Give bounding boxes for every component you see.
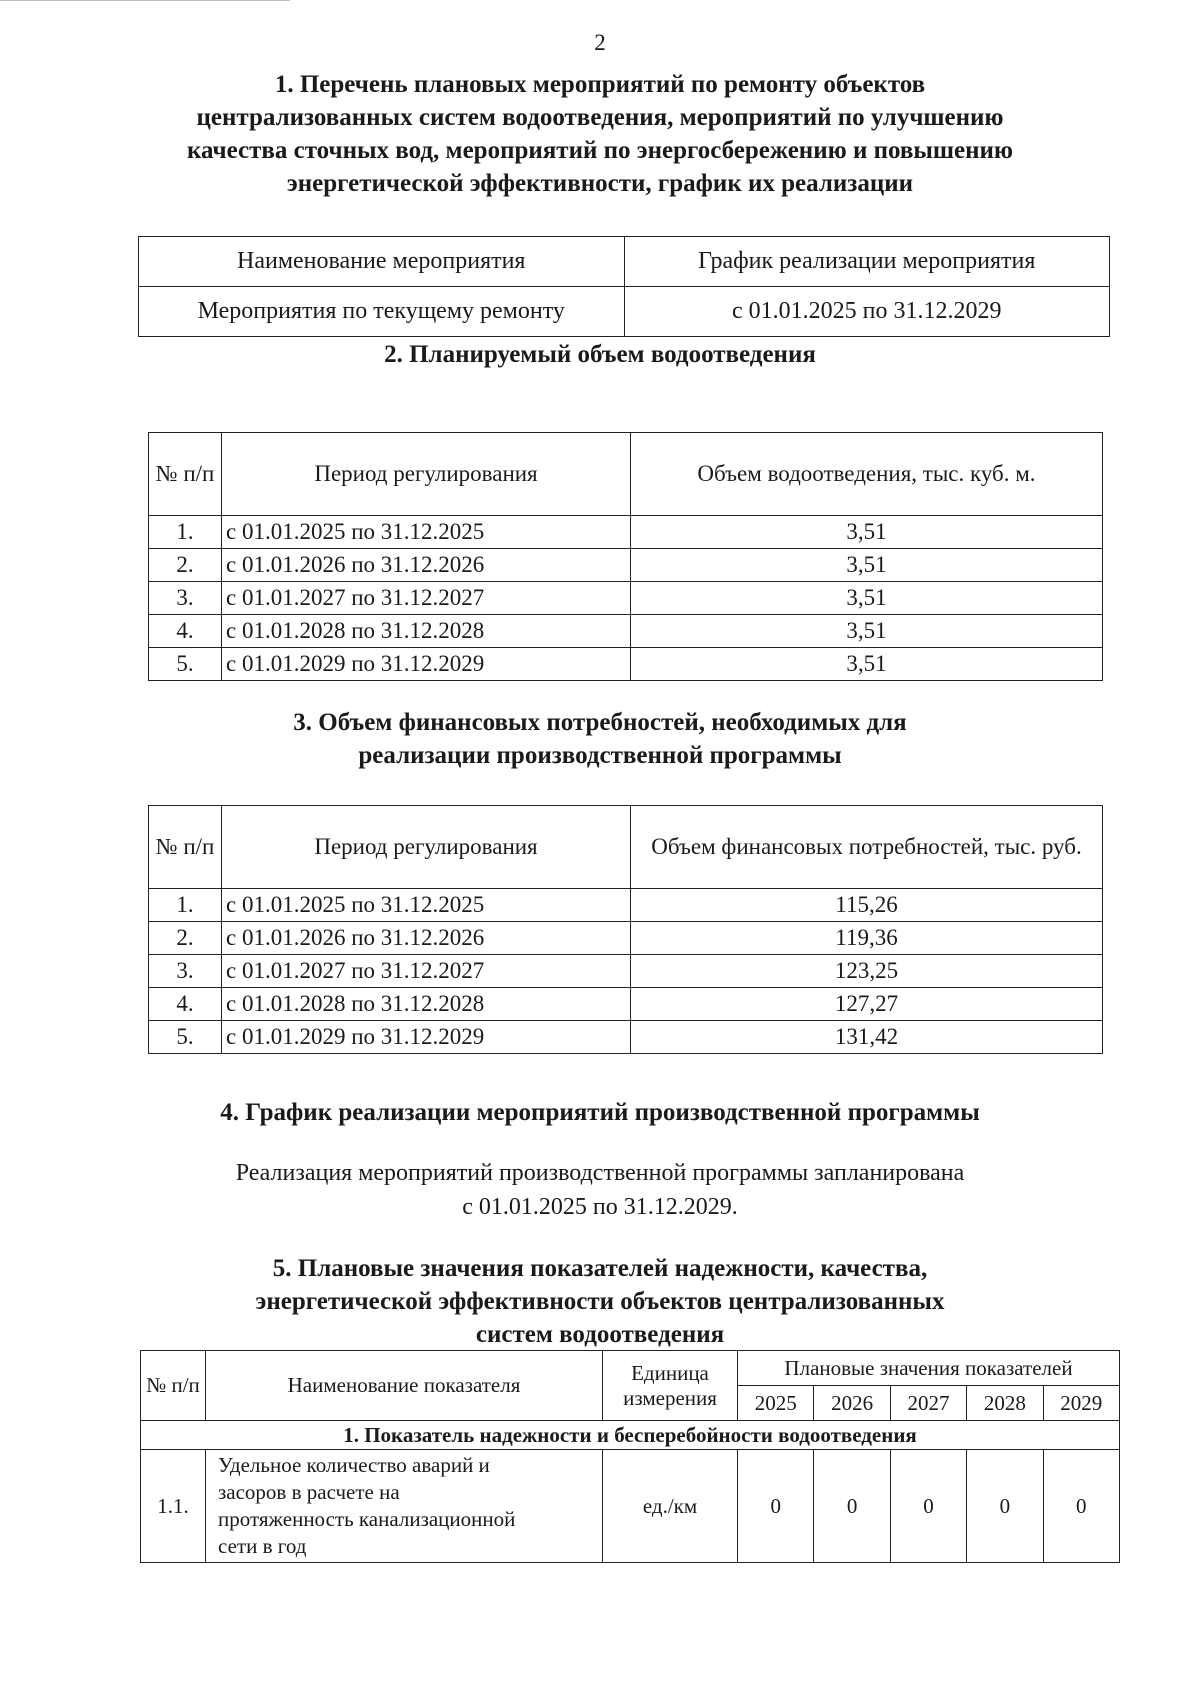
row-number: 5. [149,1021,222,1054]
row-number: 1. [149,889,222,922]
subsection-title: 1. Показатель надежности и бесперебойности водоотведения [141,1421,1120,1450]
section-1-title-line: централизованных систем водоотведения, мероприятий по улучшению [196,104,1004,131]
value-cell: 3,51 [631,615,1103,648]
period-cell: с 01.01.2029 по 31.12.2029 [222,1021,631,1054]
section-4-text [0,1156,1200,1224]
value-cell: 131,42 [631,1021,1103,1054]
year-header: 2028 [967,1386,1043,1421]
table-row [149,988,1103,1021]
section-5-title-line: 5. Плановые значения показателей надежности, качества, [272,1255,928,1282]
period-cell: с 01.01.2027 по 31.12.2027 [222,582,631,615]
value-cell: 3,51 [631,648,1103,681]
section-3-title [0,706,1200,772]
value-cell: 0 [738,1450,814,1563]
section-4-text-line: Реализация мероприятий производственной программы запланирована [235,1160,965,1186]
value-cell: 0 [814,1450,890,1563]
row-number: 3. [149,955,222,988]
table-cell: с 01.01.2025 по 31.12.2029 [624,287,1110,337]
section-4-title: 4. График реализации мероприятий производственной программы [220,1099,980,1126]
header-cell: Наименование показателя [206,1351,603,1421]
table-cell: Мероприятия по текущему ремонту [139,287,625,337]
indicator-name [206,1450,603,1563]
header-cell: № п/п [141,1351,206,1421]
row-number: 4. [149,615,222,648]
value-cell: 3,51 [631,516,1103,549]
value-cell: 0 [890,1450,966,1563]
year-header: 2025 [738,1386,814,1421]
table-row [139,287,1110,337]
section-5-title-line: систем водоотведения [475,1321,725,1348]
financial-needs-table [148,805,1103,1054]
header-cell: № п/п [149,433,222,516]
period-cell: с 01.01.2029 по 31.12.2029 [222,648,631,681]
table-row [149,582,1103,615]
table-row [141,1450,1120,1563]
table-header-row [141,1351,1120,1386]
header-cell: № п/п [149,806,222,889]
row-number: 2. [149,549,222,582]
period-cell: с 01.01.2027 по 31.12.2027 [222,955,631,988]
period-cell: с 01.01.2025 по 31.12.2025 [222,889,631,922]
indicator-name-line: засоров в расчете на [218,1480,400,1504]
table-row [149,648,1103,681]
table-header-row [149,433,1103,516]
table-row [149,615,1103,648]
table-header-row [149,806,1103,889]
period-cell: с 01.01.2028 по 31.12.2028 [222,988,631,1021]
section-5-title-line: энергетической эффективности объектов централизованных [255,1288,945,1315]
header-cell: Период регулирования [222,806,631,889]
table-row [149,889,1103,922]
row-number: 4. [149,988,222,1021]
header-cell: Объем финансовых потребностей, тыс. руб. [631,806,1103,889]
section-4-text-line: с 01.01.2025 по 31.12.2029. [462,1194,738,1220]
section-5-title [0,1252,1200,1351]
indicator-name-line: сети в год [218,1534,307,1558]
value-cell: 123,25 [631,955,1103,988]
header-cell: Наименование мероприятия [139,237,625,287]
drainage-volume-table [148,432,1103,681]
table-row [149,1021,1103,1054]
row-number: 3. [149,582,222,615]
header-cell: Единица измерения [603,1351,738,1421]
year-header: 2026 [814,1386,890,1421]
page-number: 2 [594,30,606,55]
row-number: 5. [149,648,222,681]
unit-cell: ед./км [603,1450,738,1563]
indicators-table [140,1350,1120,1563]
section-2-title: 2. Планируемый объем водоотведения [384,341,816,368]
year-header: 2029 [1043,1386,1120,1421]
year-header: 2027 [890,1386,966,1421]
table-row [149,922,1103,955]
table-row [149,516,1103,549]
row-number: 1.1. [141,1450,206,1563]
scan-edge-line [0,0,290,1]
value-cell: 3,51 [631,582,1103,615]
value-cell: 3,51 [631,549,1103,582]
indicator-name-line: Удельное количество аварий и [218,1453,490,1477]
period-cell: с 01.01.2028 по 31.12.2028 [222,615,631,648]
section-1-title-line: энергетической эффективности, график их реализации [286,170,914,197]
header-cell: Период регулирования [222,433,631,516]
period-cell: с 01.01.2026 по 31.12.2026 [222,922,631,955]
header-cell: Объем водоотведения, тыс. куб. м. [631,433,1103,516]
value-cell: 127,27 [631,988,1103,1021]
table-row [149,955,1103,988]
section-1-title [0,68,1200,200]
header-cell: График реализации мероприятия [624,237,1110,287]
section-3-title-line: реализации производственной программы [358,742,842,769]
value-cell: 115,26 [631,889,1103,922]
section-1-title-line: качества сточных вод, мероприятий по энергосбережению и повышению [186,137,1014,164]
value-cell: 0 [967,1450,1043,1563]
subsection-row [141,1421,1120,1450]
value-cell: 119,36 [631,922,1103,955]
period-cell: с 01.01.2026 по 31.12.2026 [222,549,631,582]
row-number: 2. [149,922,222,955]
period-cell: с 01.01.2025 по 31.12.2025 [222,516,631,549]
section-3-title-line: 3. Объем финансовых потребностей, необходимых для [293,709,907,736]
indicator-name-line: протяженность канализационной [218,1507,516,1531]
table-row [149,549,1103,582]
section-1-title-line: 1. Перечень плановых мероприятий по ремонту объектов [274,71,926,98]
value-cell: 0 [1043,1450,1120,1563]
row-number: 1. [149,516,222,549]
table-header-row [139,237,1110,287]
header-cell: Плановые значения показателей [738,1351,1120,1386]
activities-table [138,236,1110,337]
